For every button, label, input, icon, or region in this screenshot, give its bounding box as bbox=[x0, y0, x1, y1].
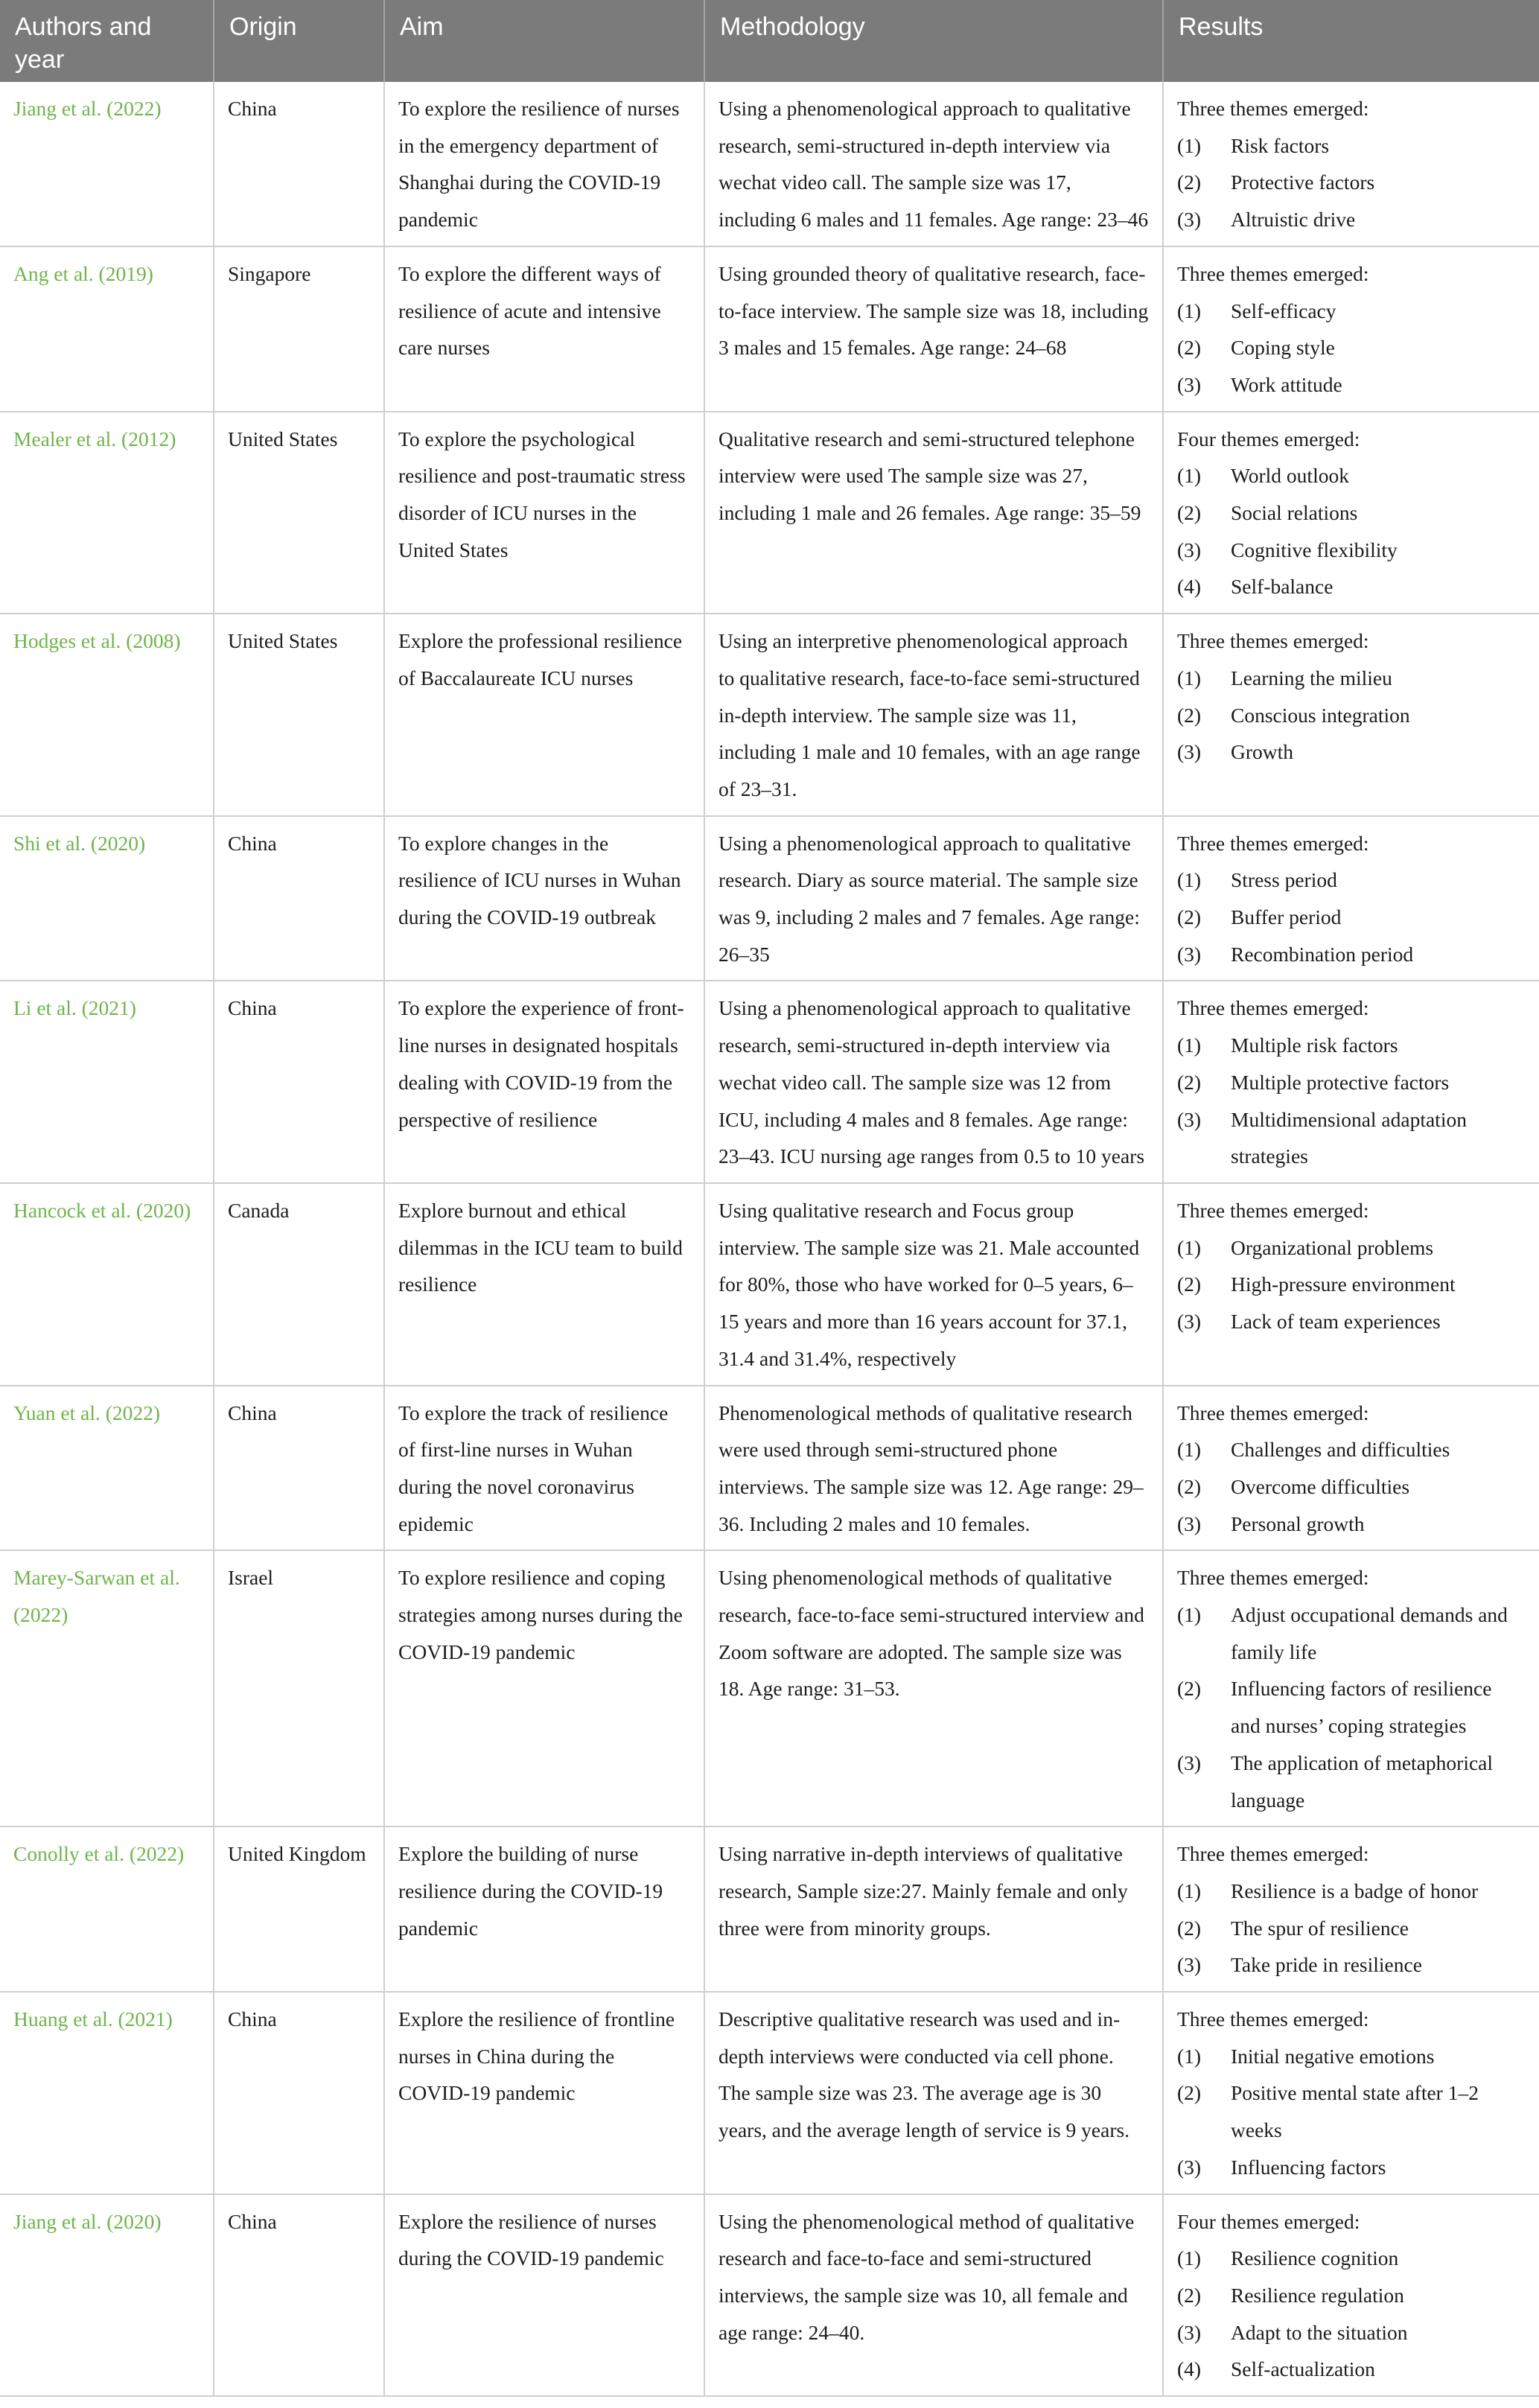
result-theme-number: (3) bbox=[1177, 942, 1202, 966]
results-intro: Four themes emerged: bbox=[1177, 427, 1360, 450]
methodology-cell: Using an interpretive phenomenological approach to qualitative research, face-to-face semi-structured in-depth interview. The sample size was 11, including 1 male and 10 females, with an age range of 23–31. bbox=[704, 614, 1163, 816]
origin-cell: Canada bbox=[214, 1183, 384, 1386]
table-row bbox=[0, 82, 1539, 246]
origin-cell: United States bbox=[214, 412, 384, 614]
author-year-cell[interactable]: Huang et al. (2021) bbox=[0, 1992, 214, 2194]
result-theme-text: Take pride in resilience bbox=[1231, 1953, 1422, 1977]
result-theme-text: Challenges and difficulties bbox=[1231, 1438, 1450, 1462]
result-theme-number: (1) bbox=[1177, 133, 1202, 157]
table-row bbox=[0, 246, 1539, 412]
origin-cell: United Kingdom bbox=[214, 1826, 384, 1992]
result-theme bbox=[1177, 494, 1526, 532]
aim-cell: Explore the resilience of nurses during the COVID-19 pandemic bbox=[384, 2194, 704, 2397]
header-methodology: Methodology bbox=[704, 0, 1163, 82]
methodology-cell: Phenomenological methods of qualitative research were used through semi-structured phone interviews. The sample size was 12. Age range: 29–36. Including 2 males and 10 females. bbox=[704, 1386, 1163, 1551]
result-theme-text: Coping style bbox=[1231, 336, 1335, 360]
result-theme bbox=[1177, 366, 1526, 404]
aim-cell: Explore burnout and ethical dilemmas in the ICU team to build resilience bbox=[384, 1183, 704, 1386]
result-theme bbox=[1177, 1229, 1526, 1267]
table-row bbox=[0, 1183, 1539, 1386]
results-intro: Three themes emerged: bbox=[1177, 1842, 1369, 1866]
result-theme-text: Social relations bbox=[1231, 501, 1358, 525]
result-theme-text: Lack of team experiences bbox=[1231, 1310, 1441, 1334]
result-theme-number: (3) bbox=[1177, 538, 1202, 561]
results-cell bbox=[1163, 1992, 1539, 2194]
origin-cell: China bbox=[214, 1386, 384, 1551]
result-theme bbox=[1177, 2240, 1526, 2277]
results-intro: Three themes emerged: bbox=[1177, 2007, 1369, 2031]
result-theme-number: (2) bbox=[1177, 501, 1202, 525]
result-theme-number: (3) bbox=[1177, 372, 1202, 396]
results-intro: Four themes emerged: bbox=[1177, 2209, 1360, 2233]
result-theme bbox=[1177, 861, 1526, 899]
result-theme bbox=[1177, 293, 1526, 330]
methodology-cell: Using the phenomenological method of qualitative research and face-to-face and semi-structured interviews, the sample size was 10, all female and age range: 24–40. bbox=[704, 2194, 1163, 2397]
results-intro: Three themes emerged: bbox=[1177, 996, 1369, 1020]
table-row bbox=[0, 1550, 1539, 1826]
author-year-cell[interactable]: Mealer et al. (2012) bbox=[0, 412, 214, 614]
methodology-cell: Using qualitative research and Focus group interview. The sample size was 21. Male accounted for 80%, those who have worked for 0–5 years, 6–15 years and more than 16 years account for 37.1, 31.4 and 31.4%, respectively bbox=[704, 1183, 1163, 1386]
origin-cell: Israel bbox=[214, 1550, 384, 1826]
result-theme bbox=[1177, 1064, 1526, 1101]
result-theme-number: (1) bbox=[1177, 299, 1202, 322]
result-theme-text: Overcome difficulties bbox=[1231, 1474, 1410, 1498]
methodology-cell: Using narrative in-depth interviews of qualitative research, Sample size:27. Mainly female and only three were from minority groups. bbox=[704, 1826, 1163, 1992]
result-theme bbox=[1177, 164, 1526, 201]
table-row bbox=[0, 614, 1539, 816]
result-theme bbox=[1177, 2074, 1526, 2148]
result-theme-text: Adapt to the situation bbox=[1231, 2320, 1408, 2344]
result-theme bbox=[1177, 1266, 1526, 1303]
result-theme-text: Self-actualization bbox=[1231, 2357, 1375, 2381]
author-year-cell[interactable]: Li et al. (2021) bbox=[0, 981, 214, 1183]
results-cell bbox=[1163, 614, 1539, 816]
result-theme bbox=[1177, 1873, 1526, 1910]
result-theme bbox=[1177, 2277, 1526, 2314]
results-cell bbox=[1163, 981, 1539, 1183]
header-results: Results bbox=[1163, 0, 1539, 82]
results-cell bbox=[1163, 1183, 1539, 1386]
result-theme-number: (1) bbox=[1177, 1033, 1202, 1057]
header-row bbox=[0, 0, 1539, 82]
result-theme bbox=[1177, 1946, 1526, 1984]
results-intro: Three themes emerged: bbox=[1177, 1198, 1369, 1222]
result-theme bbox=[1177, 1596, 1526, 1670]
result-theme-text: High-pressure environment bbox=[1231, 1273, 1456, 1296]
result-theme-number: (2) bbox=[1177, 905, 1202, 929]
result-theme-number: (2) bbox=[1177, 1070, 1202, 1094]
result-theme bbox=[1177, 1745, 1526, 1818]
result-theme bbox=[1177, 697, 1526, 734]
table-header bbox=[0, 0, 1539, 82]
result-theme-text: Adjust occupational demands and family life bbox=[1231, 1603, 1508, 1663]
result-theme-number: (2) bbox=[1177, 703, 1202, 727]
result-theme-number: (2) bbox=[1177, 1474, 1202, 1498]
result-theme-text: Influencing factors of resilience and nurses’ coping strategies bbox=[1231, 1677, 1492, 1738]
result-theme-text: Learning the milieu bbox=[1231, 666, 1392, 689]
result-theme-text: Altruistic drive bbox=[1231, 208, 1356, 232]
results-cell bbox=[1163, 816, 1539, 981]
result-theme-number: (3) bbox=[1177, 2155, 1202, 2179]
result-theme-number: (1) bbox=[1177, 1438, 1202, 1462]
result-theme-text: Cognitive flexibility bbox=[1231, 538, 1398, 561]
result-theme-number: (2) bbox=[1177, 2081, 1202, 2105]
origin-cell: China bbox=[214, 1992, 384, 2194]
header-origin: Origin bbox=[214, 0, 384, 82]
result-theme-text: Stress period bbox=[1231, 868, 1337, 892]
results-cell bbox=[1163, 2194, 1539, 2397]
result-theme-number: (1) bbox=[1177, 2044, 1202, 2068]
methodology-cell: Using a phenomenological approach to qualitative research, semi-structured in-depth interview via wechat video call. The sample size was 12 from ICU, including 4 males and 8 females. Age range: 23–43. ICU nursing age ranges from 0.5 to 10 years bbox=[704, 981, 1163, 1183]
result-theme-text: Self-balance bbox=[1231, 575, 1334, 599]
result-theme bbox=[1177, 1027, 1526, 1064]
aim-cell: To explore the track of resilience of first-line nurses in Wuhan during the novel coronavirus epidemic bbox=[384, 1386, 704, 1551]
result-theme bbox=[1177, 936, 1526, 973]
result-theme-number: (1) bbox=[1177, 868, 1202, 892]
results-intro: Three themes emerged: bbox=[1177, 831, 1369, 855]
result-theme-number: (3) bbox=[1177, 1512, 1202, 1535]
origin-cell: China bbox=[214, 2194, 384, 2397]
aim-cell: To explore resilience and coping strategies among nurses during the COVID-19 pandemic bbox=[384, 1550, 704, 1826]
author-year-cell[interactable]: Marey-Sarwan et al. (2022) bbox=[0, 1550, 214, 1826]
result-theme-number: (3) bbox=[1177, 1953, 1202, 1977]
header-aim: Aim bbox=[384, 0, 704, 82]
author-year-cell[interactable]: Jiang et al. (2020) bbox=[0, 2194, 214, 2397]
methodology-cell: Using a phenomenological approach to qualitative research, semi-structured in-depth interview via wechat video call. The sample size was 17, including 6 males and 11 females. Age range: 23–46 bbox=[704, 82, 1163, 246]
methodology-cell: Using grounded theory of qualitative research, face-to-face interview. The sample size was 18, including 3 males and 15 females. Age range: 24–68 bbox=[704, 246, 1163, 412]
result-theme bbox=[1177, 660, 1526, 697]
result-theme-number: (4) bbox=[1177, 575, 1202, 599]
result-theme bbox=[1177, 1670, 1526, 1744]
result-theme bbox=[1177, 1506, 1526, 1543]
result-theme-text: Conscious integration bbox=[1231, 703, 1410, 727]
result-theme-text: The spur of resilience bbox=[1231, 1916, 1409, 1940]
table-row bbox=[0, 981, 1539, 1183]
result-theme-number: (3) bbox=[1177, 208, 1202, 232]
result-theme-number: (2) bbox=[1177, 336, 1202, 360]
author-year-cell[interactable]: Hancock et al. (2020) bbox=[0, 1183, 214, 1386]
result-theme-number: (1) bbox=[1177, 1879, 1202, 1902]
aim-cell: Explore the professional resilience of Baccalaureate ICU nurses bbox=[384, 614, 704, 816]
results-intro: Three themes emerged: bbox=[1177, 1401, 1369, 1424]
results-cell bbox=[1163, 412, 1539, 614]
result-theme-text: Work attitude bbox=[1231, 372, 1342, 396]
result-theme bbox=[1177, 127, 1526, 165]
result-theme bbox=[1177, 2038, 1526, 2075]
result-theme-text: Risk factors bbox=[1231, 133, 1330, 157]
author-year-cell[interactable]: Yuan et al. (2022) bbox=[0, 1386, 214, 1551]
results-cell bbox=[1163, 1550, 1539, 1826]
author-year-cell[interactable]: Conolly et al. (2022) bbox=[0, 1826, 214, 1992]
result-theme bbox=[1177, 1910, 1526, 1947]
author-year-cell[interactable]: Hodges et al. (2008) bbox=[0, 614, 214, 816]
result-theme-text: Protective factors bbox=[1231, 171, 1375, 194]
author-year-cell[interactable]: Shi et al. (2020) bbox=[0, 816, 214, 981]
result-theme-text: Influencing factors bbox=[1231, 2155, 1386, 2179]
result-theme-text: Resilience cognition bbox=[1231, 2246, 1399, 2270]
methodology-cell: Using a phenomenological approach to qualitative research. Diary as source material. The sample size was 9, including 2 males and 7 females. Age range: 26–35 bbox=[704, 816, 1163, 981]
origin-cell: China bbox=[214, 981, 384, 1183]
result-theme bbox=[1177, 899, 1526, 936]
result-theme-text: Growth bbox=[1231, 740, 1294, 764]
result-theme-number: (1) bbox=[1177, 666, 1202, 689]
result-theme-text: Buffer period bbox=[1231, 905, 1342, 929]
table-row bbox=[0, 816, 1539, 981]
result-theme bbox=[1177, 1431, 1526, 1468]
result-theme-text: Self-efficacy bbox=[1231, 299, 1336, 322]
result-theme-text: Multidimensional adaptation strategies bbox=[1231, 1107, 1467, 1168]
result-theme bbox=[1177, 2149, 1526, 2186]
results-cell bbox=[1163, 82, 1539, 246]
result-theme-number: (1) bbox=[1177, 1603, 1202, 1627]
methodology-cell: Descriptive qualitative research was used and in-depth interviews were conducted via cell phone. The sample size was 23. The average age is 30 years, and the average length of service is 9 years. bbox=[704, 1992, 1163, 2194]
result-theme-text: Multiple protective factors bbox=[1231, 1070, 1450, 1094]
result-theme bbox=[1177, 201, 1526, 238]
result-theme-text: World outlook bbox=[1231, 464, 1349, 488]
result-theme bbox=[1177, 1468, 1526, 1506]
results-intro: Three themes emerged: bbox=[1177, 629, 1369, 653]
aim-cell: To explore the different ways of resilience of acute and intensive care nurses bbox=[384, 246, 704, 412]
result-theme-number: (3) bbox=[1177, 740, 1202, 764]
table-row bbox=[0, 1386, 1539, 1551]
result-theme-number: (3) bbox=[1177, 1310, 1202, 1334]
result-theme-text: Recombination period bbox=[1231, 942, 1414, 966]
aim-cell: To explore the resilience of nurses in the emergency department of Shanghai during the COVID-19 pandemic bbox=[384, 82, 704, 246]
aim-cell: Explore the resilience of frontline nurses in China during the COVID-19 pandemic bbox=[384, 1992, 704, 2194]
table-row bbox=[0, 2194, 1539, 2397]
result-theme bbox=[1177, 1303, 1526, 1340]
result-theme-number: (3) bbox=[1177, 1107, 1202, 1131]
result-theme-number: (2) bbox=[1177, 1677, 1202, 1701]
table-row bbox=[0, 412, 1539, 614]
header-authors-year: Authors and year bbox=[0, 0, 214, 82]
results-intro: Three themes emerged: bbox=[1177, 261, 1369, 285]
result-theme-text: The application of metaphorical language bbox=[1231, 1751, 1494, 1812]
methodology-cell: Using phenomenological methods of qualitative research, face-to-face semi-structured interview and Zoom software are adopted. The sample size was 18. Age range: 31–53. bbox=[704, 1550, 1163, 1826]
results-cell bbox=[1163, 246, 1539, 412]
result-theme-number: (2) bbox=[1177, 1273, 1202, 1296]
table-body bbox=[0, 82, 1539, 2396]
result-theme bbox=[1177, 329, 1526, 366]
result-theme-number: (3) bbox=[1177, 2320, 1202, 2344]
origin-cell: United States bbox=[214, 614, 384, 816]
aim-cell: To explore changes in the resilience of ICU nurses in Wuhan during the COVID-19 outbreak bbox=[384, 816, 704, 981]
origin-cell: China bbox=[214, 82, 384, 246]
result-theme bbox=[1177, 733, 1526, 771]
result-theme-number: (4) bbox=[1177, 2357, 1202, 2381]
results-cell bbox=[1163, 1386, 1539, 1551]
result-theme-number: (2) bbox=[1177, 1916, 1202, 1940]
result-theme bbox=[1177, 1101, 1526, 1175]
results-cell bbox=[1163, 1826, 1539, 1992]
result-theme-text: Positive mental state after 1–2 weeks bbox=[1231, 2081, 1479, 2142]
author-year-cell[interactable]: Jiang et al. (2022) bbox=[0, 82, 214, 246]
result-theme bbox=[1177, 568, 1526, 605]
result-theme-text: Resilience regulation bbox=[1231, 2283, 1404, 2307]
result-theme-number: (3) bbox=[1177, 1751, 1202, 1774]
result-theme bbox=[1177, 2314, 1526, 2351]
result-theme-number: (1) bbox=[1177, 2246, 1202, 2270]
result-theme-number: (1) bbox=[1177, 1235, 1202, 1259]
result-theme bbox=[1177, 532, 1526, 569]
aim-cell: To explore the experience of front-line nurses in designated hospitals dealing with COVID-19 from the perspective of resilience bbox=[384, 981, 704, 1183]
aim-cell: To explore the psychological resilience and post-traumatic stress disorder of ICU nurses in the United States bbox=[384, 412, 704, 614]
methodology-cell: Qualitative research and semi-structured telephone interview were used The sample size was 27, including 1 male and 26 females. Age range: 35–59 bbox=[704, 412, 1163, 614]
result-theme bbox=[1177, 457, 1526, 494]
aim-cell: Explore the building of nurse resilience during the COVID-19 pandemic bbox=[384, 1826, 704, 1992]
author-year-cell[interactable]: Ang et al. (2019) bbox=[0, 246, 214, 412]
table-row bbox=[0, 1826, 1539, 1992]
results-intro: Three themes emerged: bbox=[1177, 1566, 1369, 1590]
result-theme-text: Organizational problems bbox=[1231, 1235, 1434, 1259]
results-intro: Three themes emerged: bbox=[1177, 97, 1369, 120]
result-theme-text: Personal growth bbox=[1231, 1512, 1365, 1535]
origin-cell: China bbox=[214, 816, 384, 981]
result-theme-text: Initial negative emotions bbox=[1231, 2044, 1435, 2068]
result-theme-number: (1) bbox=[1177, 464, 1202, 488]
table-row bbox=[0, 1992, 1539, 2194]
result-theme-number: (2) bbox=[1177, 2283, 1202, 2307]
result-theme-text: Resilience is a badge of honor bbox=[1231, 1879, 1479, 1902]
result-theme-text: Multiple risk factors bbox=[1231, 1033, 1398, 1057]
result-theme bbox=[1177, 2351, 1526, 2388]
result-theme-number: (2) bbox=[1177, 171, 1202, 194]
origin-cell: Singapore bbox=[214, 246, 384, 412]
